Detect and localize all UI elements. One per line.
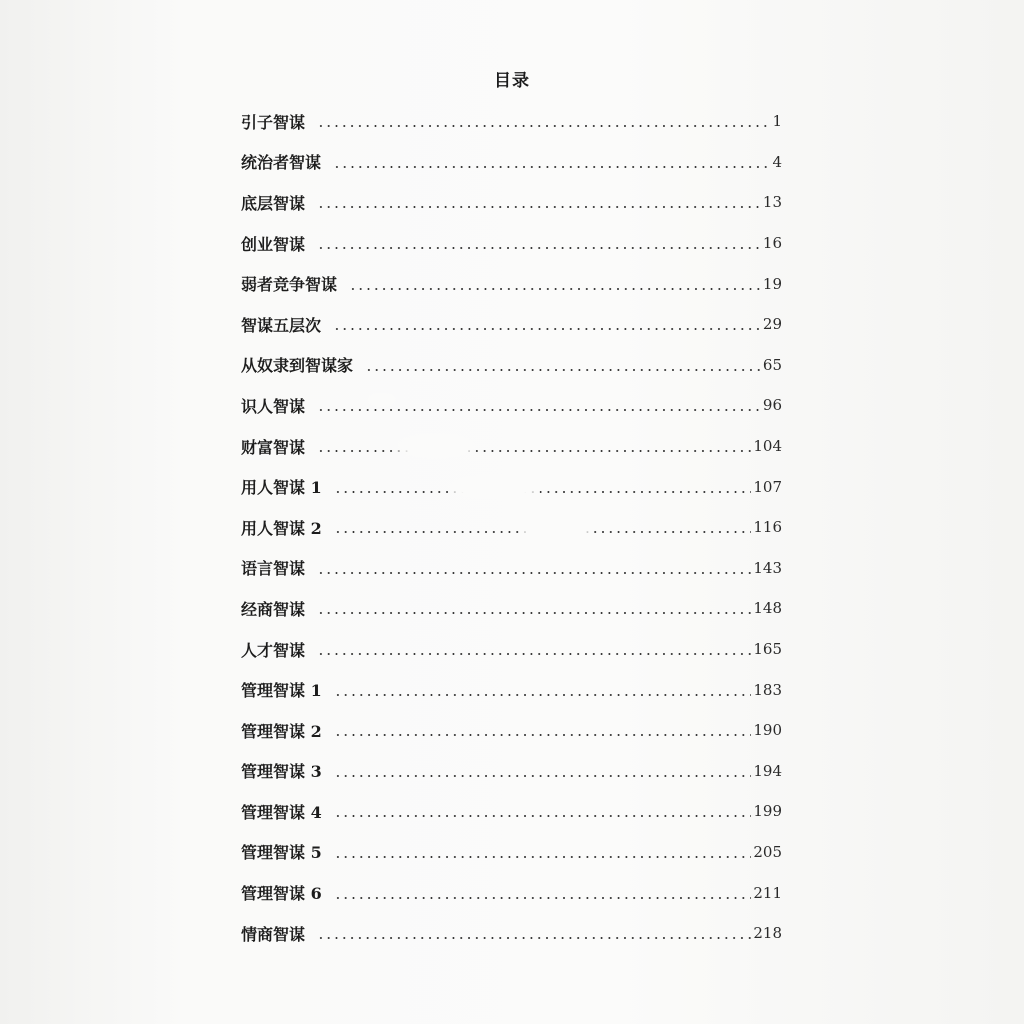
toc-leader-dots <box>334 734 752 736</box>
toc-leader-dots <box>334 775 752 777</box>
toc-leader-dots <box>365 369 761 371</box>
toc-entry <box>241 751 782 792</box>
toc-leader-dots <box>334 856 752 858</box>
toc-entry <box>241 304 782 345</box>
toc-leader-dots <box>317 247 761 249</box>
toc-entry-label: 管理智谋 4 <box>241 802 322 822</box>
toc-entry <box>241 872 782 913</box>
toc-entry-page: 16 <box>762 234 782 253</box>
toc-entry-page: 107 <box>753 477 782 496</box>
toc-leader-dots <box>333 328 761 330</box>
toc-entry-page: 19 <box>762 274 782 293</box>
toc-leader-dots <box>317 572 751 574</box>
toc-entry-page: 199 <box>753 802 782 821</box>
toc-title: 目录 <box>494 71 530 91</box>
toc-entry-page: 116 <box>753 518 782 537</box>
toc-entry-label: 识人智谋 <box>241 396 306 416</box>
toc-leader-dots <box>317 206 761 208</box>
toc-leader-dots <box>334 491 752 493</box>
toc-leader-dots <box>317 450 751 452</box>
toc-entry-page: 148 <box>753 599 782 618</box>
toc-entry-label: 财富智谋 <box>241 437 306 457</box>
toc-entry <box>241 426 782 467</box>
toc-entry <box>241 913 782 954</box>
toc-entry-page: 165 <box>753 640 782 659</box>
toc-list <box>241 101 782 953</box>
toc-entry <box>241 385 782 426</box>
toc-entry-page: 1 <box>772 112 782 131</box>
toc-entry <box>241 548 782 589</box>
toc-entry-label: 弱者竞争智谋 <box>241 275 338 295</box>
toc-entry-label: 管理智谋 2 <box>241 721 322 741</box>
toc-entry-label: 引子智谋 <box>241 112 306 132</box>
toc-entry-label: 情商智谋 <box>241 924 306 944</box>
toc-entry <box>241 588 782 629</box>
toc-entry <box>241 223 782 264</box>
toc-entry <box>241 832 782 873</box>
toc-entry <box>241 669 782 710</box>
toc-leader-dots <box>317 612 751 614</box>
toc-entry <box>241 507 782 548</box>
toc-entry-label: 经商智谋 <box>241 599 306 619</box>
toc-entry-page: 104 <box>753 437 782 456</box>
toc-leader-dots <box>333 166 770 168</box>
toc-leader-dots <box>317 125 770 127</box>
toc-entry-label: 人才智谋 <box>241 640 306 660</box>
toc-entry-label: 用人智谋 2 <box>241 518 322 538</box>
toc-entry-page: 205 <box>753 842 782 861</box>
toc-leader-dots <box>334 694 752 696</box>
toc-entry <box>241 345 782 386</box>
toc-entry-label: 智谋五层次 <box>241 315 322 335</box>
toc-entry-page: 218 <box>753 924 782 943</box>
toc-entry-page: 65 <box>762 355 782 374</box>
toc-entry-label: 底层智谋 <box>241 193 306 213</box>
toc-entry-page: 13 <box>762 193 782 212</box>
toc-entry-page: 194 <box>753 761 782 780</box>
toc-entry <box>241 263 782 304</box>
toc-entry-label: 统治者智谋 <box>241 153 322 173</box>
toc-entry <box>241 182 782 223</box>
toc-leader-dots <box>334 897 752 899</box>
toc-entry-page: 29 <box>762 315 782 334</box>
toc-entry-label: 管理智谋 3 <box>241 762 322 782</box>
toc-leader-dots <box>334 531 752 533</box>
toc-entry <box>241 629 782 670</box>
toc-entry <box>241 710 782 751</box>
toc-entry-page: 190 <box>753 721 782 740</box>
toc-entry <box>241 791 782 832</box>
toc-entry-label: 创业智谋 <box>241 234 306 254</box>
toc-entry-label: 管理智谋 1 <box>241 681 322 701</box>
toc-entry-label: 语言智谋 <box>241 559 306 579</box>
toc-entry-page: 143 <box>753 558 782 577</box>
toc-entry <box>241 466 782 507</box>
toc-entry <box>241 142 782 183</box>
toc-entry-page: 96 <box>762 396 782 415</box>
toc-entry-label: 从奴隶到智谋家 <box>241 356 354 376</box>
toc-entry <box>241 101 782 142</box>
toc-entry-label: 管理智谋 6 <box>241 884 322 904</box>
toc-entry-page: 183 <box>753 680 782 699</box>
toc-entry-page: 4 <box>772 152 782 171</box>
toc-entry-page: 211 <box>753 883 782 902</box>
toc-leader-dots <box>349 288 761 290</box>
toc-leader-dots <box>317 409 761 411</box>
toc-entry-label: 用人智谋 1 <box>241 478 322 498</box>
toc-entry-label: 管理智谋 5 <box>241 843 322 863</box>
toc-leader-dots <box>317 653 751 655</box>
toc-leader-dots <box>317 937 751 939</box>
toc-leader-dots <box>334 815 752 817</box>
